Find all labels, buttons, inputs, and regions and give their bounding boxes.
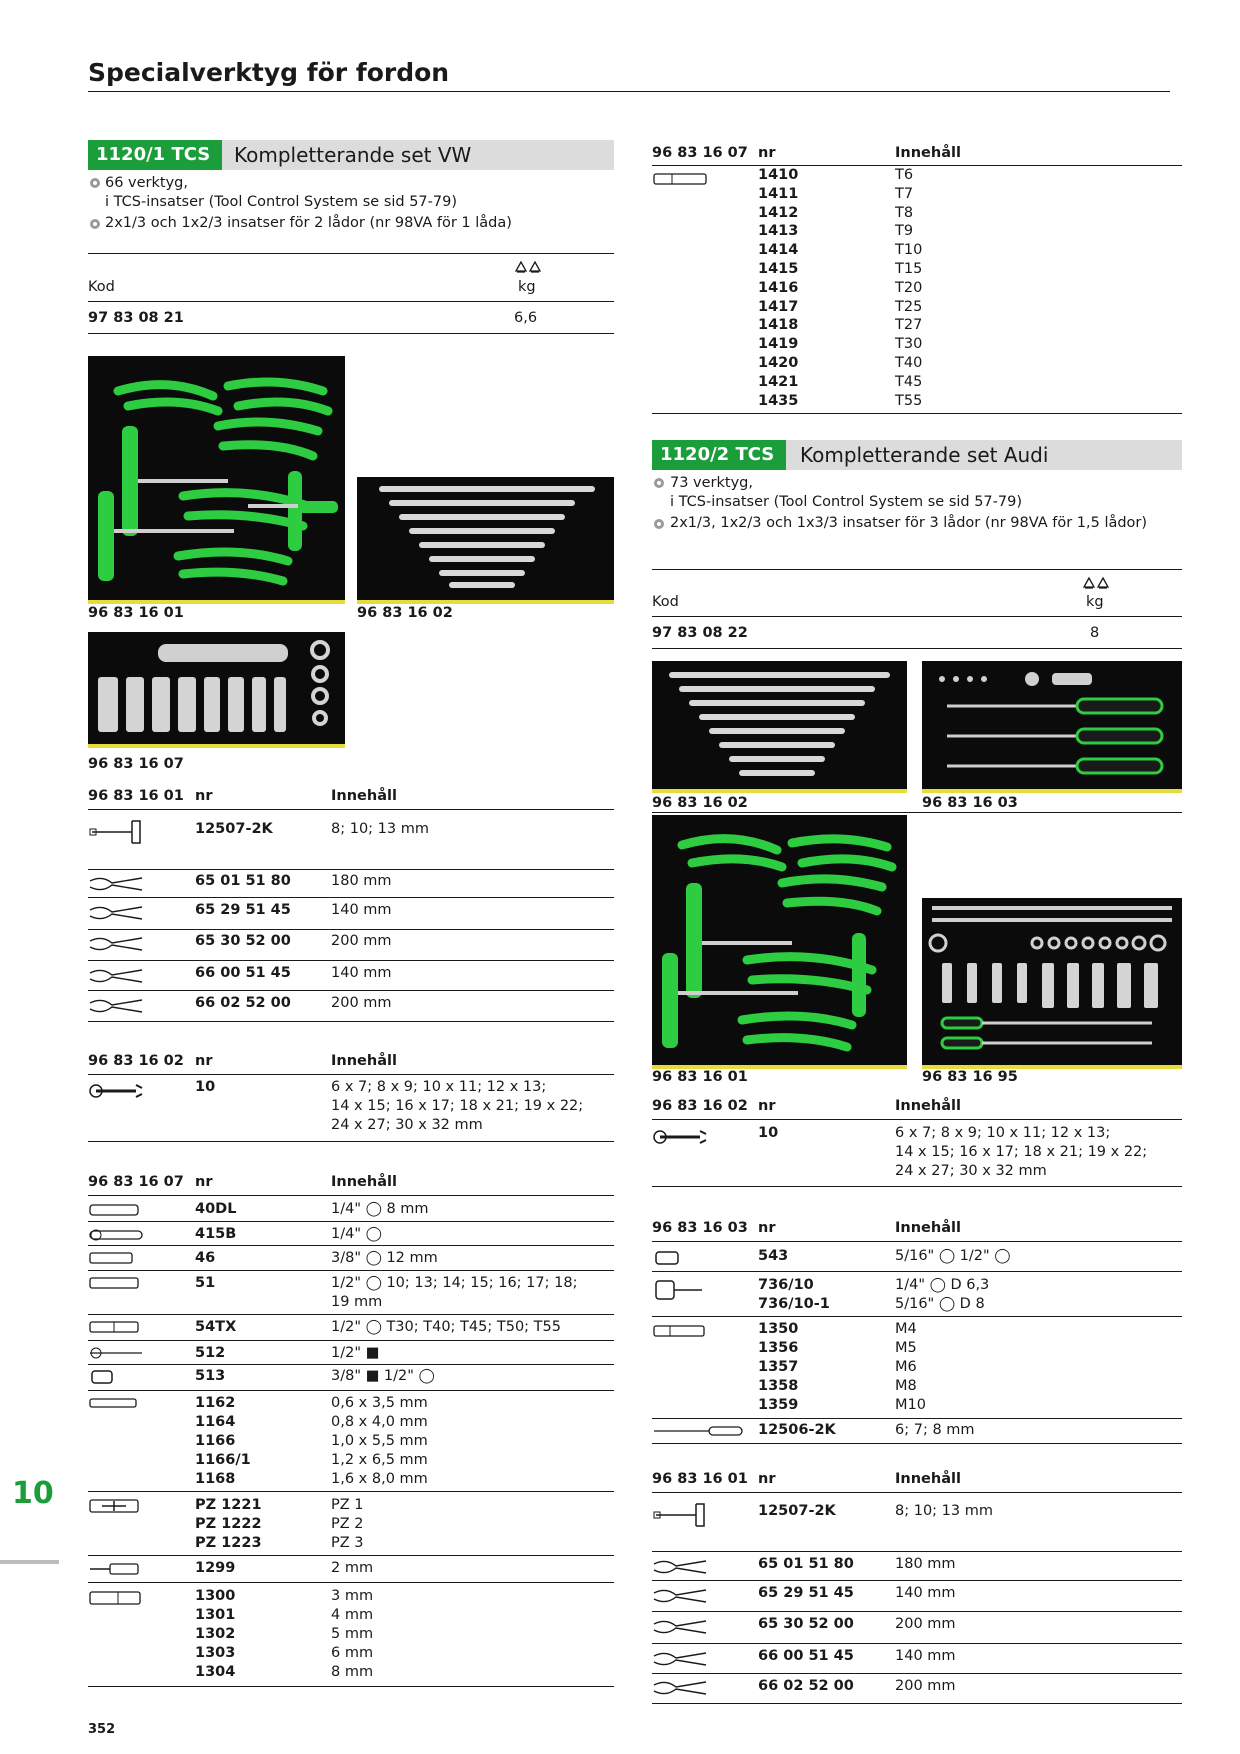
vw-hex-val-4: 1,6 x 8,0 mm	[331, 1471, 428, 1487]
vw-t1607-nr: 512	[195, 1345, 226, 1361]
table-row-rule	[652, 1316, 1182, 1317]
table-row-rule	[88, 1364, 614, 1365]
vw-t1607-innehall-header: Innehåll	[331, 1174, 397, 1190]
vw-kg-label: kg	[518, 279, 536, 295]
photo-label-rule	[652, 812, 1182, 813]
audi-t1602-val-2: 14 x 15; 16 x 17; 18 x 21; 19 x 22;	[895, 1144, 1148, 1160]
vw-t1607-val: 1/2" ■	[331, 1345, 380, 1361]
audi-t1601-nr: 66 00 51 45	[758, 1648, 854, 1664]
table-bottom-rule	[88, 1141, 614, 1142]
deep-socket-icon	[88, 1276, 144, 1290]
torx-row-size: T9	[895, 223, 914, 240]
audi-m-val-2: M6	[895, 1359, 917, 1375]
audi-t1603-innehall-header: Innehåll	[895, 1220, 961, 1236]
audi-m-nr-4: 1359	[758, 1397, 799, 1413]
vw-t1602-code: 96 83 16 02	[88, 1053, 184, 1069]
audi-m-val-4: M10	[895, 1397, 926, 1413]
torx-row-nr: 1411	[758, 185, 799, 202]
bullet-icon	[654, 478, 664, 488]
table-row-rule	[652, 1551, 1182, 1552]
vw-hx-val-4: 8 mm	[331, 1664, 374, 1680]
vw-photo-label-c: 96 83 16 07	[88, 756, 184, 772]
vw-t1607-nr: 54TX	[195, 1319, 237, 1335]
pozidriv-bit-icon	[88, 1498, 144, 1514]
vw-pz-val-0: PZ 1	[331, 1497, 364, 1513]
table-row-rule	[88, 929, 614, 930]
audi-m-val-3: M8	[895, 1378, 917, 1394]
torx-row-size: T27	[895, 317, 923, 334]
table-row-rule	[88, 1270, 614, 1271]
header-rule	[88, 91, 1170, 92]
vw-t1601-innehall-header: Innehåll	[331, 788, 397, 804]
table-row-rule	[88, 1582, 614, 1583]
socket-icon	[88, 1203, 144, 1217]
audi-t1602-innehall-header: Innehåll	[895, 1098, 961, 1114]
cutter-icon	[652, 1677, 708, 1699]
vw-t1607-nr-header: nr	[195, 1174, 213, 1190]
audi-t1601-code: 96 83 16 01	[652, 1471, 748, 1487]
ratchet-icon	[88, 1346, 144, 1360]
torx-row-size: T30	[895, 336, 923, 353]
vw-t1601-nr: 66 02 52 00	[195, 995, 291, 1011]
torx-row-size: T45	[895, 373, 923, 390]
table-row-rule	[652, 1611, 1182, 1612]
vw-t1601-nr-header: nr	[195, 788, 213, 804]
torx-innehall-header: Innehåll	[895, 145, 961, 161]
torx-row-size: T7	[895, 185, 914, 202]
vw-t1602-val-2: 14 x 15; 16 x 17; 18 x 21; 19 x 22;	[331, 1098, 584, 1114]
audi-736-val-0: 1/4" ◯ D 6,3	[895, 1277, 990, 1293]
audi-photo-label-c: 96 83 16 01	[652, 1069, 748, 1085]
torx-socket-icon	[88, 1320, 144, 1334]
vw-pz-nr-2: PZ 1223	[195, 1535, 262, 1551]
vw-t1607-nr: 415B	[195, 1226, 237, 1242]
audi-t1602-nr: 10	[758, 1125, 779, 1141]
torx-row-nr: 1413	[758, 223, 799, 240]
weight-scale-icon	[514, 259, 542, 275]
audi-t1601-nr: 12507-2K	[758, 1503, 836, 1519]
adapter-icon	[652, 1249, 708, 1267]
vw-hex-nr-1: 1164	[195, 1414, 236, 1430]
vw-hx-nr-3: 1303	[195, 1645, 236, 1661]
vw-bullet-2: 2x1/3 och 1x2/3 insatser för 2 lådor (nr 98VA för 1 låda)	[105, 215, 512, 231]
vw-t1607-val: 1/4" ◯	[331, 1226, 382, 1242]
audi-set-title: Kompletterande set Audi	[800, 443, 1049, 467]
vw-t1607-val-cont: 19 mm	[331, 1294, 383, 1310]
pliers-icon	[652, 1648, 708, 1670]
screwdriver-icon	[652, 1425, 744, 1437]
vw-bullet-1: 66 verktyg,	[105, 175, 188, 191]
ratchet-icon	[88, 1228, 144, 1242]
table-header-rule	[88, 1074, 614, 1075]
audi-12506-val: 6; 7; 8 mm	[895, 1422, 975, 1438]
table-row-rule	[88, 960, 614, 961]
vw-pz-val-2: PZ 3	[331, 1535, 364, 1551]
audi-t1601-val: 200 mm	[895, 1678, 956, 1694]
vw-t1601-code: 96 83 16 01	[88, 788, 184, 804]
audi-socket-tray-image	[922, 898, 1182, 1069]
pliers-icon	[88, 933, 144, 955]
audi-t1602-val-1: 6 x 7; 8 x 9; 10 x 11; 12 x 13;	[895, 1125, 1111, 1141]
vw-1299-nr: 1299	[195, 1560, 236, 1576]
vw-1299-val: 2 mm	[331, 1560, 374, 1576]
vw-t1601-val: 200 mm	[331, 995, 392, 1011]
vw-bullet-1b: i TCS-insatser (Tool Control System se sid 57-79)	[105, 194, 458, 210]
deep-socket-icon	[88, 1251, 144, 1265]
table-header-rule	[88, 809, 614, 810]
audi-kod-value: 97 83 08 22	[652, 625, 748, 641]
audi-set-tag: 1120/2 TCS	[652, 440, 786, 470]
vw-hx-val-0: 3 mm	[331, 1588, 374, 1604]
pliers-icon	[88, 965, 144, 987]
audi-t1601-val: 140 mm	[895, 1648, 956, 1664]
table-header-rule	[652, 1241, 1182, 1242]
vw-t1601-nr: 65 30 52 00	[195, 933, 291, 949]
table-row-rule	[652, 1673, 1182, 1674]
table-row-rule	[88, 990, 614, 991]
bullet-icon	[654, 519, 664, 529]
vw-hx-val-2: 5 mm	[331, 1626, 374, 1642]
torx-row-size: T40	[895, 355, 923, 371]
torx-row-nr: 1415	[758, 261, 799, 277]
table-row-rule	[88, 869, 614, 870]
vw-t1601-val: 8; 10; 13 mm	[331, 821, 429, 837]
pliers-icon	[88, 902, 144, 924]
vw-t1607-nr: 51	[195, 1275, 216, 1291]
table-bottom-rule	[652, 413, 1182, 414]
audi-wrench-tray-image	[652, 661, 907, 793]
audi-kod-rule-mid	[652, 616, 1182, 617]
torx-row-nr: 1414	[758, 242, 799, 259]
vw-t1602-val-3: 24 x 27; 30 x 32 mm	[331, 1117, 483, 1133]
audi-t1601-nr: 65 29 51 45	[758, 1585, 854, 1601]
audi-screwdriver-tray-image	[922, 661, 1182, 793]
audi-t1601-val: 8; 10; 13 mm	[895, 1503, 993, 1519]
spline-bit-icon	[652, 1323, 708, 1339]
vw-pz-nr-1: PZ 1222	[195, 1516, 262, 1532]
audi-photo-label-b: 96 83 16 03	[922, 795, 1018, 811]
audi-kod-rule-top	[652, 569, 1182, 570]
audi-photo-label-d: 96 83 16 95	[922, 1069, 1018, 1085]
vw-photo-label-a: 96 83 16 01	[88, 605, 184, 621]
torx-row-nr: 1420	[758, 355, 799, 371]
vw-wrench-tray-image	[357, 477, 614, 604]
torx-row-nr: 1410	[758, 167, 799, 183]
vw-kod-rule-bottom	[88, 333, 614, 334]
audi-t1603-nr-header: nr	[758, 1220, 776, 1236]
screwdriver-bit-icon	[88, 1396, 144, 1410]
pliers-icon	[88, 873, 144, 895]
vw-kod-value: 97 83 08 21	[88, 310, 184, 326]
torx-row-size: T6	[895, 167, 914, 183]
audi-t1601-val: 200 mm	[895, 1616, 956, 1632]
vw-hx-nr-0: 1300	[195, 1588, 236, 1604]
hex-bit-icon	[88, 1562, 144, 1576]
torx-row-size: T20	[895, 279, 923, 296]
audi-kod-rule-bottom	[652, 648, 1182, 649]
audi-t1601-nr-header: nr	[758, 1471, 776, 1487]
vw-hex-val-2: 1,0 x 5,5 mm	[331, 1433, 428, 1449]
vw-t1607-val: 3/8" ◯ 12 mm	[331, 1250, 438, 1266]
audi-736-nr-1: 736/10-1	[758, 1296, 830, 1312]
torx-row-size: T25	[895, 298, 923, 315]
vw-hex-val-3: 1,2 x 6,5 mm	[331, 1452, 428, 1468]
vw-pliers-tray-image	[88, 356, 345, 604]
t-handle-socket-icon	[652, 1498, 708, 1532]
audi-t1601-innehall-header: Innehåll	[895, 1471, 961, 1487]
torx-code: 96 83 16 07	[652, 145, 748, 161]
vw-hx-nr-1: 1301	[195, 1607, 236, 1623]
torx-row-nr: 1417	[758, 298, 799, 315]
audi-t1602-val-3: 24 x 27; 30 x 32 mm	[895, 1163, 1047, 1179]
audi-m-nr-1: 1356	[758, 1340, 799, 1356]
combination-wrench-icon	[88, 1080, 144, 1102]
table-row-rule	[88, 1491, 614, 1492]
bit-holder-icon	[652, 1278, 708, 1302]
bullet-icon	[90, 178, 100, 188]
hex-socket-bit-icon	[88, 1590, 144, 1606]
vw-t1601-val: 140 mm	[331, 902, 392, 918]
weight-scale-icon	[1082, 575, 1110, 591]
audi-m-nr-0: 1350	[758, 1321, 799, 1337]
combination-wrench-icon	[652, 1126, 708, 1148]
audi-736-nr-0: 736/10	[758, 1277, 814, 1293]
table-header-rule	[88, 1195, 614, 1196]
vw-pz-val-1: PZ 2	[331, 1516, 364, 1532]
audi-t1601-val: 180 mm	[895, 1556, 956, 1572]
pliers-icon	[652, 1616, 708, 1638]
table-row-rule	[88, 1340, 614, 1341]
audi-m-nr-3: 1358	[758, 1378, 799, 1394]
vw-hex-nr-0: 1162	[195, 1395, 236, 1411]
torx-row-size: T55	[895, 392, 923, 409]
vw-t1602-nr-header: nr	[195, 1053, 213, 1069]
cutter-icon	[88, 995, 144, 1017]
table-row-rule	[88, 1314, 614, 1315]
vw-t1607-val: 1/2" ◯ T30; T40; T45; T50; T55	[331, 1319, 561, 1335]
table-row-rule	[652, 1418, 1182, 1419]
t-handle-socket-icon	[88, 815, 144, 849]
vw-t1601-nr: 66 00 51 45	[195, 965, 291, 981]
vw-pz-nr-0: PZ 1221	[195, 1497, 262, 1513]
vw-t1602-nr: 10	[195, 1079, 216, 1095]
vw-set-title: Kompletterande set VW	[234, 143, 472, 167]
audi-kg-label: kg	[1086, 594, 1104, 610]
vw-t1607-val: 1/2" ◯ 10; 13; 14; 15; 16; 17; 18;	[331, 1275, 578, 1291]
torx-row-nr: 1435	[758, 392, 799, 409]
vw-socket-tray-image	[88, 632, 345, 748]
table-row-rule	[652, 1643, 1182, 1644]
audi-12506-nr: 12506-2K	[758, 1422, 836, 1438]
torx-row-nr: 1412	[758, 204, 799, 221]
vw-hex-val-1: 0,8 x 4,0 mm	[331, 1414, 428, 1430]
audi-t1601-val: 140 mm	[895, 1585, 956, 1601]
audi-photo-label-a: 96 83 16 02	[652, 795, 748, 811]
torx-bit-icon	[652, 171, 708, 187]
audi-t1602-code: 96 83 16 02	[652, 1098, 748, 1114]
vw-t1607-nr: 46	[195, 1250, 216, 1266]
vw-t1607-nr: 513	[195, 1368, 226, 1384]
torx-nr-header: nr	[758, 145, 776, 161]
table-row-rule	[88, 1221, 614, 1222]
page-number: 352	[88, 1722, 116, 1737]
vw-t1601-nr: 12507-2K	[195, 821, 273, 837]
audi-t1602-nr-header: nr	[758, 1098, 776, 1114]
table-row-rule	[88, 897, 614, 898]
audi-weight-value: 8	[1090, 625, 1100, 641]
chapter-marker-bar	[0, 1560, 59, 1564]
audi-bullet-1b: i TCS-insatser (Tool Control System se sid 57-79)	[670, 494, 1023, 510]
vw-t1607-code: 96 83 16 07	[88, 1174, 184, 1190]
torx-row-nr: 1418	[758, 317, 799, 334]
audi-bullet-2: 2x1/3, 1x2/3 och 1x3/3 insatser för 3 lådor (nr 98VA för 1,5 lådor)	[670, 515, 1148, 531]
audi-pliers-tray-image	[652, 815, 907, 1069]
vw-t1601-nr: 65 29 51 45	[195, 902, 291, 918]
table-row-rule	[88, 1555, 614, 1556]
torx-row-size: T15	[895, 261, 923, 277]
vw-t1602-innehall-header: Innehåll	[331, 1053, 397, 1069]
table-bottom-rule	[652, 1186, 1182, 1187]
torx-row-nr: 1416	[758, 279, 799, 296]
table-bottom-rule	[652, 1703, 1182, 1704]
vw-t1602-val-1: 6 x 7; 8 x 9; 10 x 11; 12 x 13;	[331, 1079, 547, 1095]
vw-hx-nr-2: 1302	[195, 1626, 236, 1642]
table-row-rule	[88, 1390, 614, 1391]
audi-t1601-nr: 65 01 51 80	[758, 1556, 854, 1572]
audi-736-val-1: 5/16" ◯ D 8	[895, 1296, 985, 1312]
chapter-number: 10	[12, 1476, 54, 1511]
table-row-rule	[652, 1580, 1182, 1581]
vw-photo-label-b: 96 83 16 02	[357, 605, 453, 621]
audi-543-nr: 543	[758, 1248, 789, 1264]
vw-t1601-val: 180 mm	[331, 873, 392, 889]
table-bottom-rule	[88, 1686, 614, 1687]
table-header-rule	[652, 1119, 1182, 1120]
vw-weight-value: 6,6	[514, 310, 538, 326]
vw-hex-nr-4: 1168	[195, 1471, 236, 1487]
table-header-rule	[652, 1492, 1182, 1493]
vw-hx-nr-4: 1304	[195, 1664, 236, 1680]
audi-m-nr-2: 1357	[758, 1359, 799, 1375]
audi-kod-label: Kod	[652, 594, 679, 610]
vw-kod-rule-top	[88, 253, 614, 254]
vw-kod-rule-mid	[88, 301, 614, 302]
audi-t1601-nr: 65 30 52 00	[758, 1616, 854, 1632]
adapter-icon	[88, 1369, 144, 1385]
vw-hex-nr-3: 1166/1	[195, 1452, 251, 1468]
audi-bullet-1: 73 verktyg,	[670, 475, 753, 491]
table-header-rule	[652, 165, 1182, 166]
torx-row-nr: 1419	[758, 336, 799, 353]
torx-row-size: T8	[895, 204, 914, 221]
vw-hex-val-0: 0,6 x 3,5 mm	[331, 1395, 428, 1411]
page-title: Specialverktyg för fordon	[88, 58, 450, 87]
vw-t1601-val: 140 mm	[331, 965, 392, 981]
table-row-rule	[88, 1245, 614, 1246]
vw-hx-val-1: 4 mm	[331, 1607, 374, 1623]
pliers-icon	[652, 1585, 708, 1607]
pliers-icon	[652, 1556, 708, 1578]
bullet-icon	[90, 219, 100, 229]
vw-kod-label: Kod	[88, 279, 115, 295]
vw-hx-val-3: 6 mm	[331, 1645, 374, 1661]
table-row-rule	[652, 1271, 1182, 1272]
table-bottom-rule	[88, 1021, 614, 1022]
audi-t1603-code: 96 83 16 03	[652, 1220, 748, 1236]
vw-t1607-val: 1/4" ◯ 8 mm	[331, 1201, 429, 1217]
table-bottom-rule	[652, 1443, 1182, 1444]
vw-hex-nr-2: 1166	[195, 1433, 236, 1449]
audi-543-val: 5/16" ◯ 1/2" ◯	[895, 1248, 1011, 1264]
vw-t1607-nr: 40DL	[195, 1201, 237, 1217]
vw-t1607-val: 3/8" ■ 1/2" ◯	[331, 1368, 435, 1384]
vw-t1601-nr: 65 01 51 80	[195, 873, 291, 889]
torx-row-nr: 1421	[758, 373, 799, 390]
audi-m-val-1: M5	[895, 1340, 917, 1356]
vw-set-tag: 1120/1 TCS	[88, 140, 222, 170]
vw-t1601-val: 200 mm	[331, 933, 392, 949]
torx-row-size: T10	[895, 242, 923, 259]
audi-m-val-0: M4	[895, 1321, 917, 1337]
audi-t1601-nr: 66 02 52 00	[758, 1678, 854, 1694]
